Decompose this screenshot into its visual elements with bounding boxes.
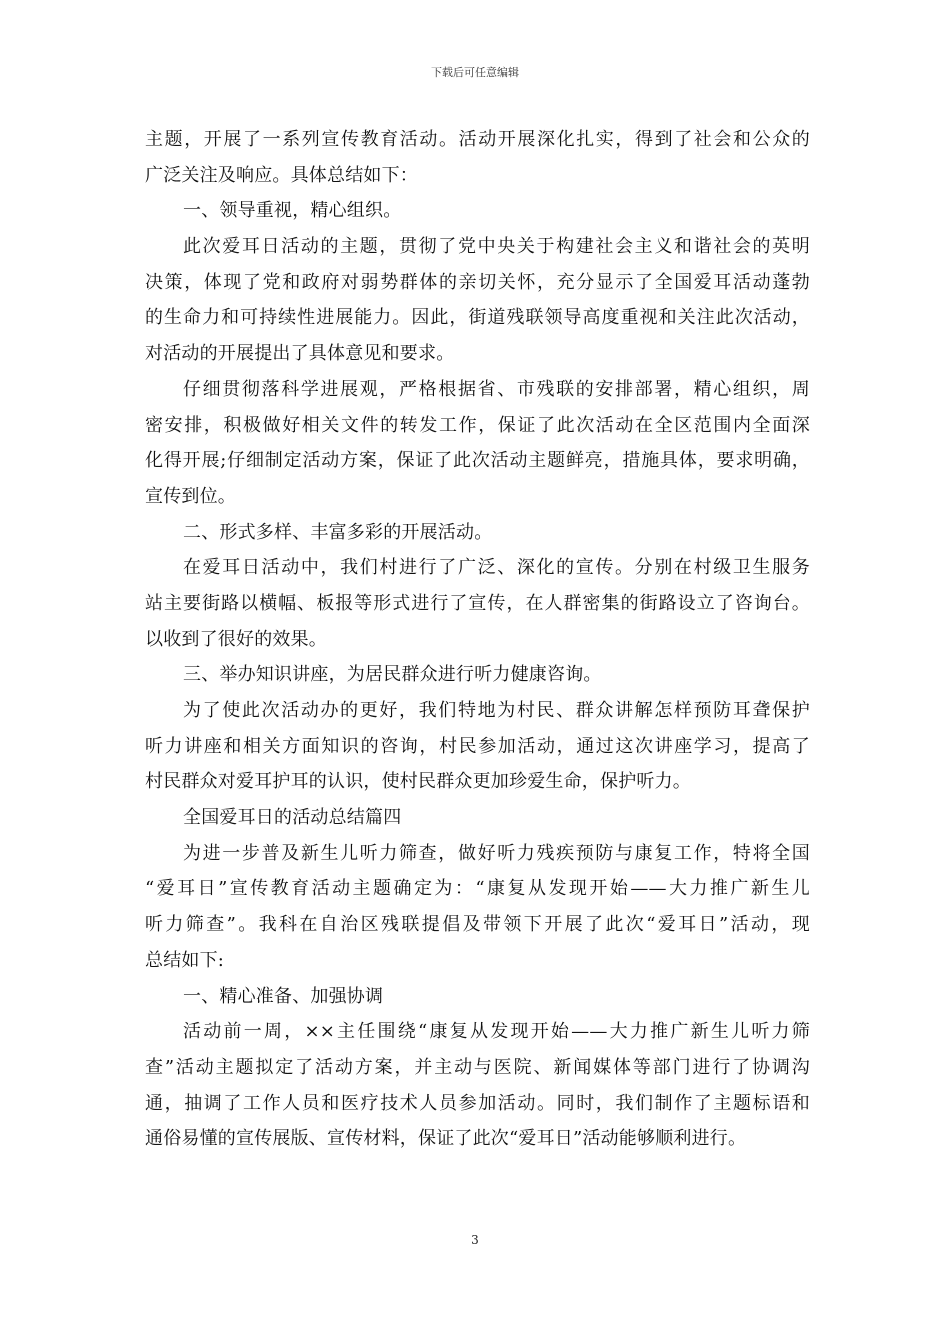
text-line: 听力筛查”。我科在自治区残联提倡及带领下开展了此次“爱耳日”活动，现	[145, 914, 810, 936]
text-line: 决策，体现了党和政府对弱势群体的亲切关怀，充分显示了全国爱耳活动蓬勃	[145, 271, 810, 293]
section-heading: 二、形式多样、丰富多彩的开展活动。	[183, 521, 493, 543]
text-line: 以收到了很好的效果。	[145, 628, 327, 650]
text-line: 活动前一周，××主任围绕“康复从发现开始——大力推广新生儿听力筛	[183, 1021, 810, 1043]
page-header: 下载后可任意编辑	[431, 66, 519, 79]
text-line: 化得开展;仔细制定活动方案，保证了此次活动主题鲜亮，措施具体，要求明确，	[145, 450, 810, 472]
text-line: 仔细贯彻落科学进展观，严格根据省、市残联的安排部署，精心组织，周	[183, 378, 810, 400]
page-number: 3	[471, 1233, 479, 1247]
text-line: 总结如下:	[145, 949, 225, 971]
section-heading: 三、举办知识讲座，为居民群众进行听力健康咨询。	[183, 664, 602, 686]
text-line: 站主要街路以横幅、板报等形式进行了宣传，在人群密集的街路设立了咨询台。	[145, 592, 810, 614]
text-line: 为进一步普及新生儿听力筛查，做好听力残疾预防与康复工作，特将全国	[183, 842, 810, 864]
section-heading: 一、精心准备、加强协调	[183, 985, 384, 1007]
text-line: 此次爱耳日活动的主题，贯彻了党中央关于构建社会主义和谐社会的英明	[183, 236, 810, 258]
text-line: 主题，开展了一系列宣传教育活动。活动开展深化扎实，得到了社会和公众的	[145, 129, 810, 150]
text-line: 密安排，积极做好相关文件的转发工作，保证了此次活动在全区范围内全面深	[145, 414, 810, 436]
text-line: 为了使此次活动办的更好，我们特地为村民、群众讲解怎样预防耳聋保护	[183, 700, 810, 721]
text-line: 在爱耳日活动中，我们村进行了广泛、深化的宣传。分别在村级卫生服务	[183, 557, 810, 579]
text-line: “爱耳日”宣传教育活动主题确定为：“康复从发现开始——大力推广新生儿	[145, 878, 810, 900]
text-line: 通俗易懂的宣传展版、宣传材料，保证了此次“爱耳日”活动能够顺利进行。	[145, 1128, 747, 1150]
text-line: 听力讲座和相关方面知识的咨询，村民参加活动，通过这次讲座学习，提高了	[145, 735, 810, 757]
text-line: 对活动的开展提出了具体意见和要求。	[145, 343, 455, 365]
text-line: 广泛关注及响应。具体总结如下：	[145, 164, 418, 186]
section-title: 全国爱耳日的活动总结篇四	[183, 807, 402, 829]
document-body	[145, 122, 810, 1157]
text-line: 查”活动主题拟定了活动方案，并主动与医院、新闻媒体等部门进行了协调沟	[145, 1056, 810, 1078]
text-line: 的生命力和可持续性进展能力。因此，街道残联领导高度重视和关注此次活动，	[145, 307, 810, 329]
text-line: 宣传到位。	[145, 485, 236, 507]
text-line: 通，抽调了工作人员和医疗技术人员参加活动。同时，我们制作了主题标语和	[145, 1092, 810, 1114]
section-heading: 一、领导重视，精心组织。	[183, 200, 402, 222]
text-line: 村民群众对爱耳护耳的认识，使村民群众更加珍爱生命，保护听力。	[145, 771, 691, 793]
